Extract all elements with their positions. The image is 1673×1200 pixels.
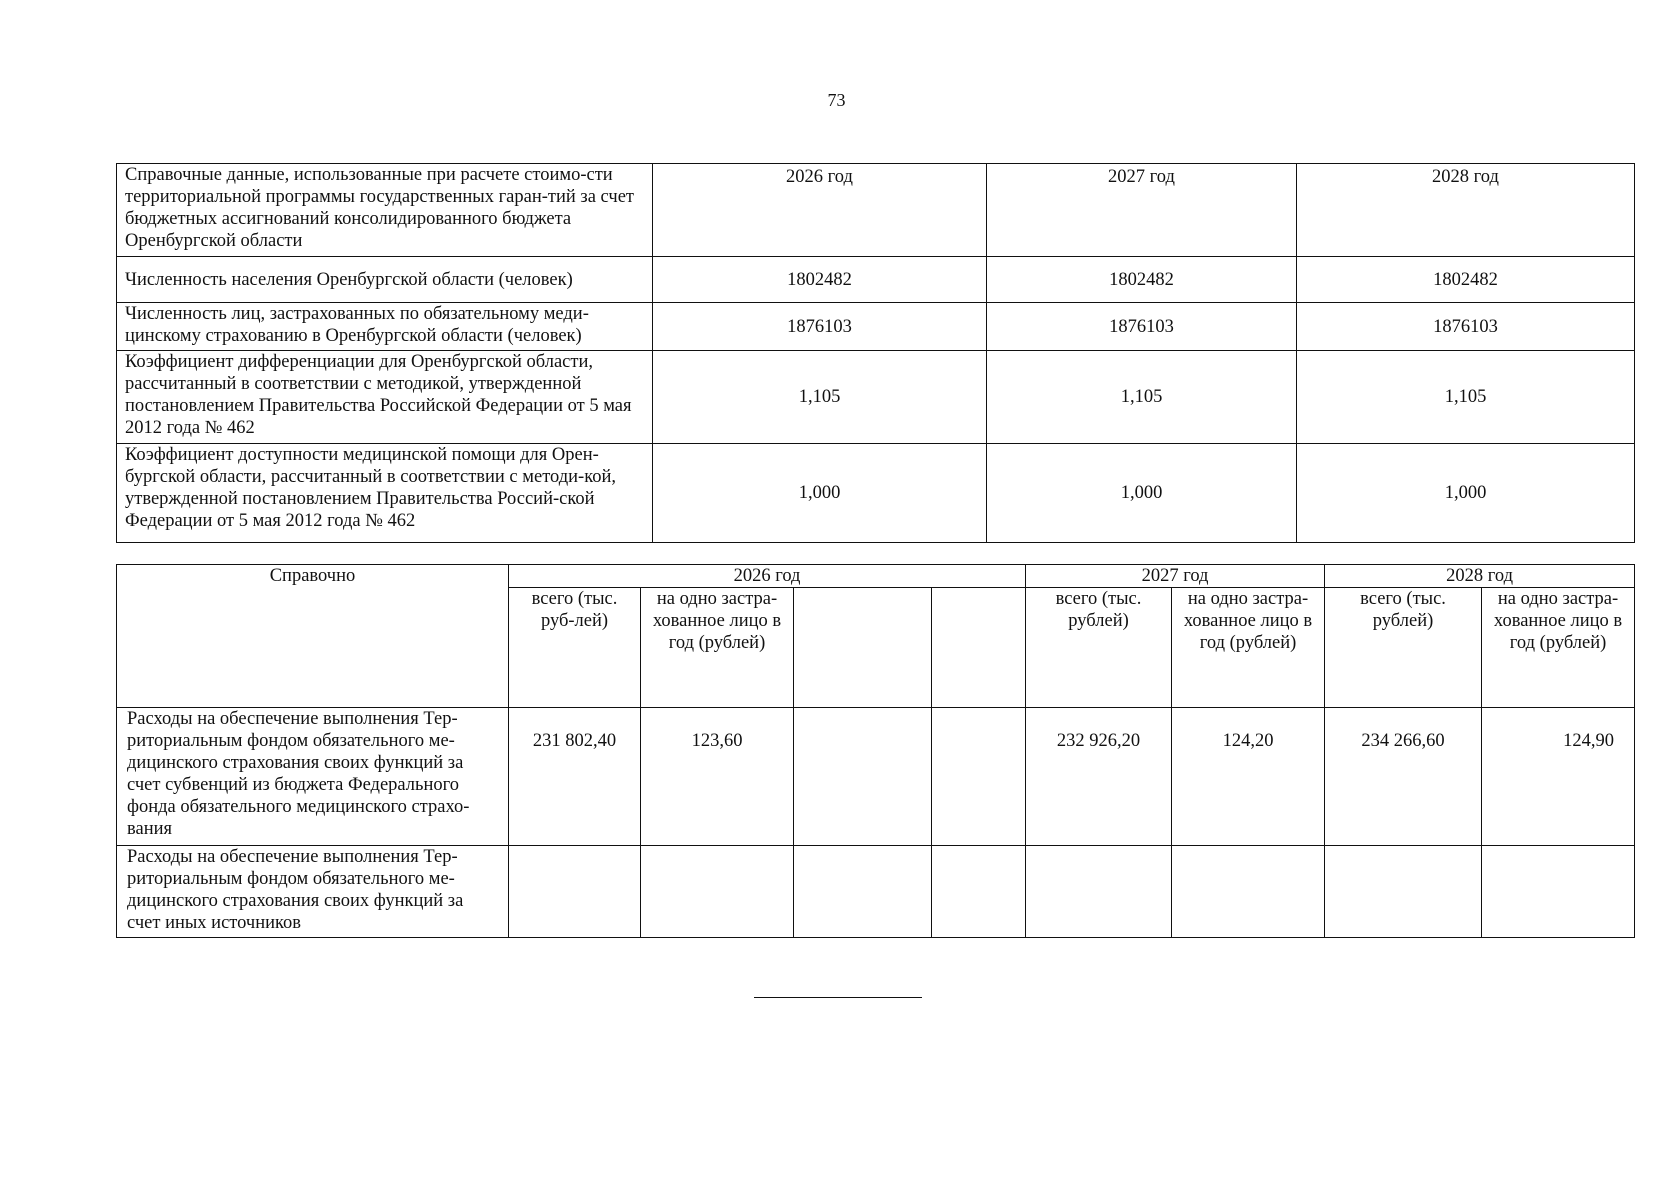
row-label: Расходы на обеспечение выполнения Тер-риториальным фондом обязательного ме-дицинского страхования своих функций за счет иных источников	[117, 846, 509, 938]
page-number: 73	[827, 90, 846, 110]
table2-header-label: Справочно	[117, 565, 509, 708]
table2-subheader-empty	[794, 588, 932, 708]
table-cell	[1172, 846, 1325, 938]
row-label: Численность населения Оренбургской области (человек)	[117, 257, 653, 303]
table2-header-year: 2027 год	[1026, 565, 1325, 588]
table2-header-year: 2028 год	[1325, 565, 1635, 588]
table-cell: 234 266,60	[1325, 708, 1482, 846]
table-row	[117, 846, 1635, 938]
table-cell	[794, 708, 932, 846]
table-cell: 1802482	[653, 257, 987, 303]
table-cell	[1482, 846, 1635, 938]
table-row	[117, 164, 1635, 257]
table-cell: 1802482	[987, 257, 1297, 303]
table-cell	[1026, 846, 1172, 938]
row-label: Коэффициент дифференциации для Оренбургской области, рассчитанный в соответствии с методикой, утвержденной постановлением Правительства Российской Федерации от 5 мая 2012 года № 462	[117, 351, 653, 444]
table-cell: 1,105	[1297, 351, 1635, 444]
table-cell: 1802482	[1297, 257, 1635, 303]
table2-subheader: всего (тыс. рублей)	[1026, 588, 1172, 708]
table2-header-year: 2026 год	[509, 565, 1026, 588]
row-label: Расходы на обеспечение выполнения Тер-риториальным фондом обязательного ме-дицинского страхования своих функций за счет субвенций из бюджета Федерального фонда обязательного медицинского страхо-вания	[117, 708, 509, 846]
table2-subheader: на одно застра-хованное лицо в год (рублей)	[1172, 588, 1325, 708]
table-cell: 124,90	[1482, 708, 1635, 846]
table-row	[117, 351, 1635, 444]
table-cell: 1,000	[1297, 444, 1635, 543]
table-cell: 1876103	[987, 303, 1297, 351]
table-cell: 1,000	[653, 444, 987, 543]
table-cell	[641, 846, 794, 938]
table-cell: 124,20	[1172, 708, 1325, 846]
table2-subheader-empty	[932, 588, 1026, 708]
reference-data-table	[116, 163, 1635, 543]
table-cell: 231 802,40	[509, 708, 641, 846]
table-cell	[1325, 846, 1482, 938]
expenses-table	[116, 564, 1635, 938]
table1-header-label: Справочные данные, использованные при расчете стоимо-сти территориальной программы государственных гаран-тий за счет бюджетных ассигнований консолидированного бюджета Оренбургской области	[117, 164, 653, 257]
table-cell: 1,000	[987, 444, 1297, 543]
table2-subheader: на одно застра-хованное лицо в год (рублей)	[1482, 588, 1635, 708]
table-cell	[932, 708, 1026, 846]
table1-header-year: 2028 год	[1297, 164, 1635, 257]
closing-rule	[754, 997, 922, 998]
table2-subheader: всего (тыс. рублей)	[1325, 588, 1482, 708]
table-row	[117, 444, 1635, 543]
table-cell: 232 926,20	[1026, 708, 1172, 846]
table1-header-year: 2026 год	[653, 164, 987, 257]
table1-header-year: 2027 год	[987, 164, 1297, 257]
table-row	[117, 708, 1635, 846]
table-cell	[794, 846, 932, 938]
table-row	[117, 257, 1635, 303]
table-cell: 123,60	[641, 708, 794, 846]
table-cell: 1,105	[987, 351, 1297, 444]
row-label: Коэффициент доступности медицинской помощи для Орен-бургской области, рассчитанный в соответствии с методи-кой, утвержденной постановлением Правительства Россий-ской Федерации от 5 мая 2012 года № 462	[117, 444, 653, 543]
row-label: Численность лиц, застрахованных по обязательному меди-цинскому страхованию в Оренбургской области (человек)	[117, 303, 653, 351]
table2-subheader: всего (тыс. руб-лей)	[509, 588, 641, 708]
table-cell: 1,105	[653, 351, 987, 444]
table-cell	[932, 846, 1026, 938]
table-row	[117, 303, 1635, 351]
table-cell: 1876103	[1297, 303, 1635, 351]
table-row	[117, 565, 1635, 588]
table2-subheader: на одно застра-хованное лицо в год (рублей)	[641, 588, 794, 708]
table-cell: 1876103	[653, 303, 987, 351]
table-cell	[509, 846, 641, 938]
